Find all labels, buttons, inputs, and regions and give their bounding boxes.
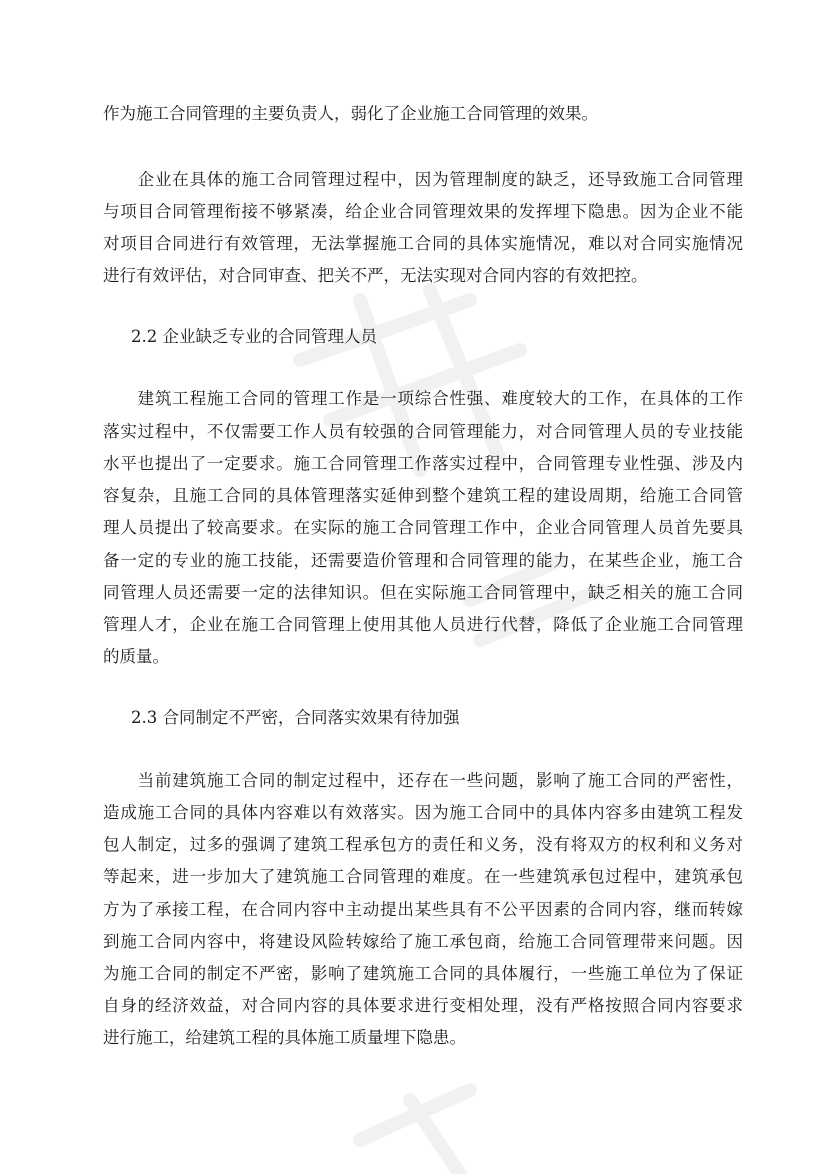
paragraph-line: 的质量。 — [103, 647, 169, 666]
paragraph-line: 管理人才，企业在施工合同管理上使用其他人员进行代替，降低了企业施工合同管理 — [103, 615, 743, 634]
paragraph-line: 当前建筑施工合同的制定过程中，还存在一些问题，影响了施工合同的严密性， — [103, 771, 743, 790]
paragraph-line: 建筑工程施工合同的管理工作是一项综合性强、难度较大的工作，在具体的工作 — [103, 389, 743, 408]
paragraph-line: 同管理人员还需要一定的法律知识。但在实际施工合同管理中，缺乏相关的施工合同 — [103, 583, 743, 602]
paragraph-line: 落实过程中，不仅需要工作人员有较强的合同管理能力，对合同管理人员的专业技能 — [103, 422, 743, 441]
paragraph-line: 与项目合同管理衔接不够紧凑，给企业合同管理效果的发挥埋下隐患。因为企业不能 — [103, 202, 743, 221]
paragraph-line: 容复杂，且施工合同的具体管理落实延伸到整个建筑工程的建设周期，给施工合同管 — [103, 486, 743, 505]
paragraph-line: 备一定的专业的施工技能，还需要造价管理和合同管理的能力，在某些企业，施工合 — [103, 551, 743, 570]
paragraph-line: 作为施工合同管理的主要负责人，弱化了企业施工合同管理的效果。 — [103, 104, 598, 123]
paragraph-line: 到施工合同内容中，将建设风险转嫁给了施工承包商，给施工合同管理带来问题。因 — [103, 932, 743, 951]
paragraph-line: 进行施工，给建筑工程的具体施工质量埋下隐患。 — [103, 1028, 466, 1047]
paragraph-line: 等起来，进一步加大了建筑施工合同管理的难度。在一些建筑承包过程中，建筑承包 — [103, 867, 743, 886]
paragraph-line: 为施工合同的制定不严密，影响了建筑施工合同的具体履行，一些施工单位为了保证 — [103, 964, 743, 983]
paragraph-line: 造成施工合同的具体内容难以有效落实。因为施工合同中的具体内容多由建筑工程发 — [103, 803, 743, 822]
paragraph-line: 自身的经济效益，对合同内容的具体要求进行变相处理，没有严格按照合同内容要求 — [103, 996, 743, 1015]
paragraph-line: 包人制定，过多的强调了建筑工程承包方的责任和义务，没有将双方的权利和义务对 — [103, 835, 743, 854]
section-heading: 2.2 企业缺乏专业的合同管理人员 — [131, 327, 377, 346]
paragraph-line: 理人员提出了较高要求。在实际的施工合同管理工作中，企业合同管理人员首先要具 — [103, 518, 743, 537]
paragraph-line: 进行有效评估，对合同审查、把关不严，无法实现对合同内容的有效把控。 — [103, 266, 648, 285]
section-heading: 2.3 合同制定不严密，合同落实效果有待加强 — [131, 708, 460, 727]
paragraph-line: 方为了承接工程，在合同内容中主动提出某些具有不公平因素的合同内容，继而转嫁 — [103, 900, 743, 919]
paragraph-line: 对项目合同进行有效管理，无法掌握施工合同的具体实施情况，难以对合同实施情况 — [103, 234, 743, 253]
paragraph-line: 水平也提出了一定要求。施工合同管理工作落实过程中，合同管理专业性强、涉及内 — [103, 454, 743, 473]
paragraph-line: 企业在具体的施工合同管理过程中，因为管理制度的缺乏，还导致施工合同管理 — [103, 170, 743, 189]
